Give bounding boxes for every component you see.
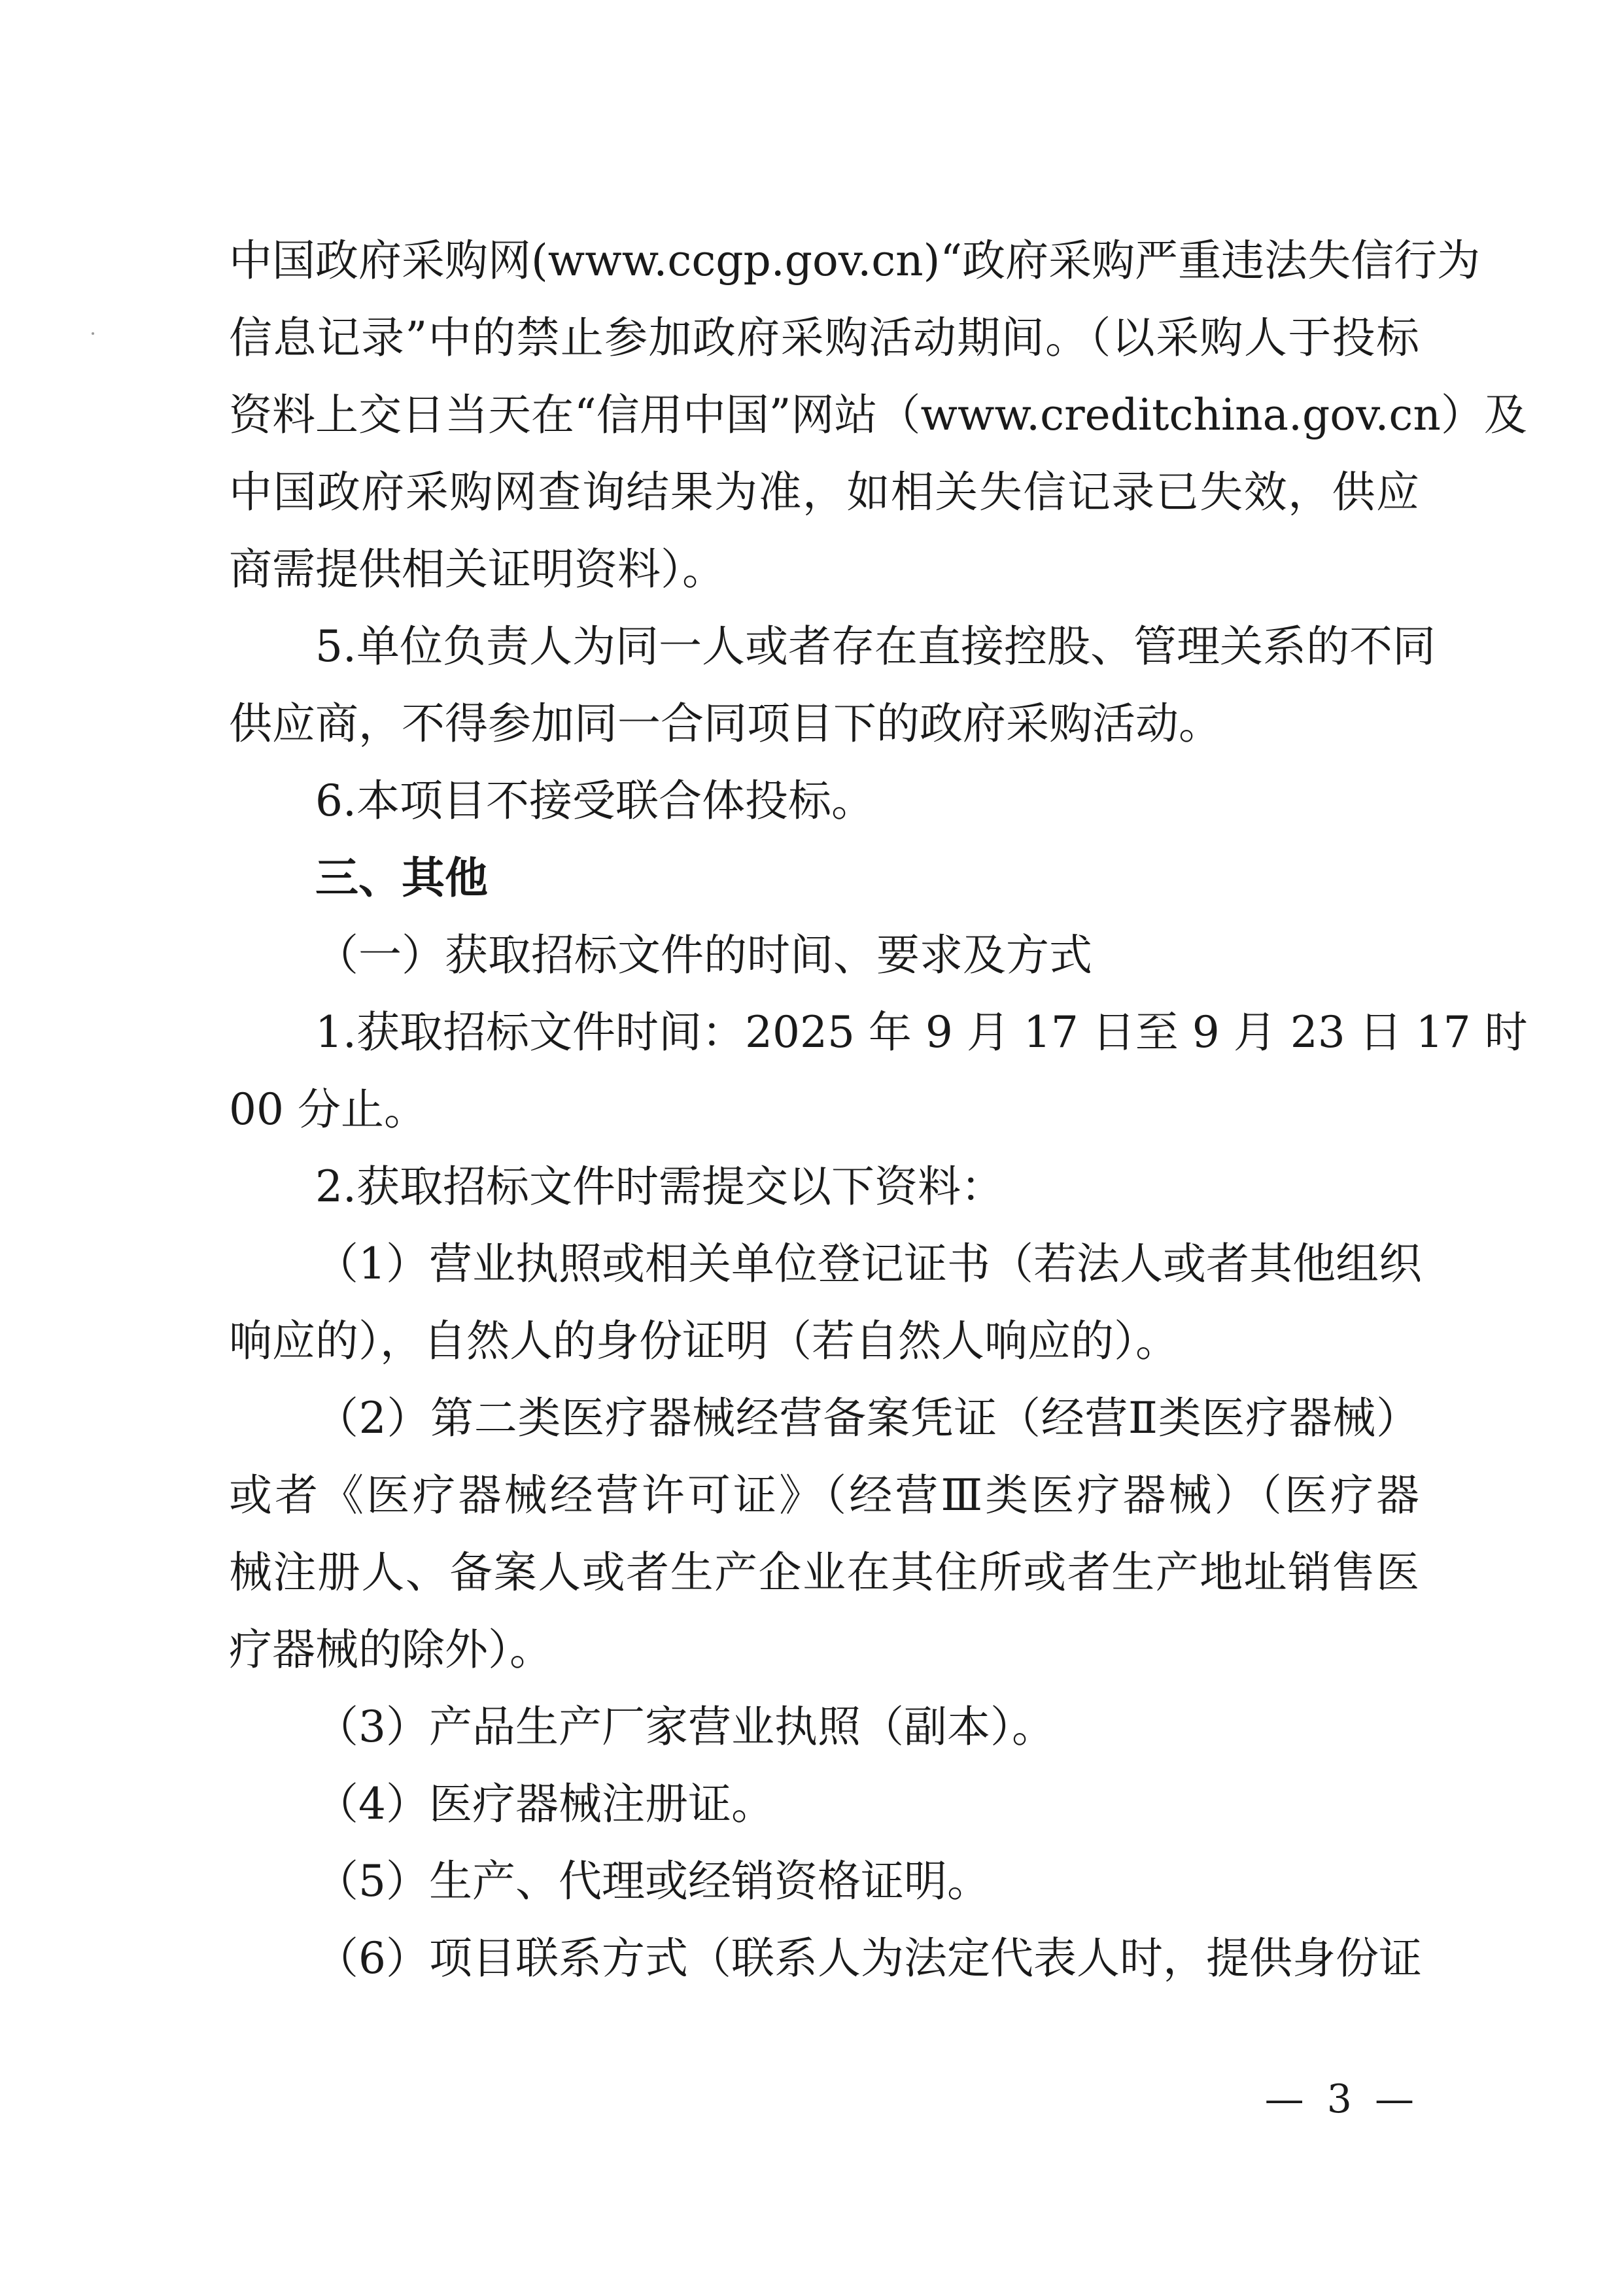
list-item-line: （6）项目联系方式（联系人为法定代表人时，提供身份证 — [315, 1933, 1422, 1983]
list-item-line: （5）生产、代理或经销资格证明。 — [315, 1856, 990, 1906]
document-body — [229, 222, 1528, 1997]
paragraph-line: 中国政府采购网查询结果为准，如相关失信记录已失效，供应 — [229, 467, 1419, 517]
list-item-line: （3）产品生产厂家营业执照（副本）。 — [315, 1702, 1055, 1752]
paragraph-line: 商需提供相关证明资料）。 — [229, 544, 725, 594]
page-number: — 3 — — [1264, 2076, 1419, 2122]
paragraph-line: 5.单位负责人为同一人或者存在直接控股、管理关系的不同 — [315, 621, 1436, 672]
list-item-line: 械注册人、备案人或者生产企业在其住所或者生产地址销售医 — [229, 1547, 1419, 1598]
list-item-line: 疗器械的除外）。 — [229, 1624, 553, 1675]
scan-artifact-dot — [92, 332, 94, 335]
paragraph-line: 1.获取招标文件时间：2025 年 9 月 17 日至 9 月 23 日 17 时 — [315, 1007, 1528, 1057]
paragraph-line: 2.获取招标文件时需提交以下资料： — [315, 1161, 1004, 1212]
section-heading: 三、其他 — [315, 853, 488, 903]
paragraph-line: 信息记录”中的禁止参加政府采购活动期间。（以采购人于投标 — [229, 313, 1419, 363]
paragraph-line: 6.本项目不接受联合体投标。 — [315, 776, 874, 826]
paragraph-line: 资料上交日当天在“信用中国”网站（www.creditchina.gov.cn）及 — [229, 390, 1527, 440]
list-item-line: 响应的），自然人的身份证明（若自然人响应的）。 — [229, 1316, 1179, 1366]
paragraph-line: 供应商，不得参加同一合同项目下的政府采购活动。 — [229, 698, 1222, 749]
list-item-line: （1）营业执照或相关单位登记证书（若法人或者其他组织 — [315, 1239, 1422, 1289]
list-item-line: （2）第二类医疗器械经营备案凭证（经营Ⅱ类医疗器械） — [315, 1393, 1419, 1443]
paragraph-line: 00 分止。 — [229, 1084, 427, 1135]
list-item-line: （4）医疗器械注册证。 — [315, 1779, 774, 1829]
list-item-line: 或者《医疗器械经营许可证》（经营Ⅲ类医疗器械）（医疗器 — [229, 1470, 1419, 1520]
paragraph-line: 中国政府采购网(www.ccgp.gov.cn)“政府采购严重违法失信行为 — [229, 235, 1481, 286]
subsection-heading: （一）获取招标文件的时间、要求及方式 — [315, 930, 1092, 980]
